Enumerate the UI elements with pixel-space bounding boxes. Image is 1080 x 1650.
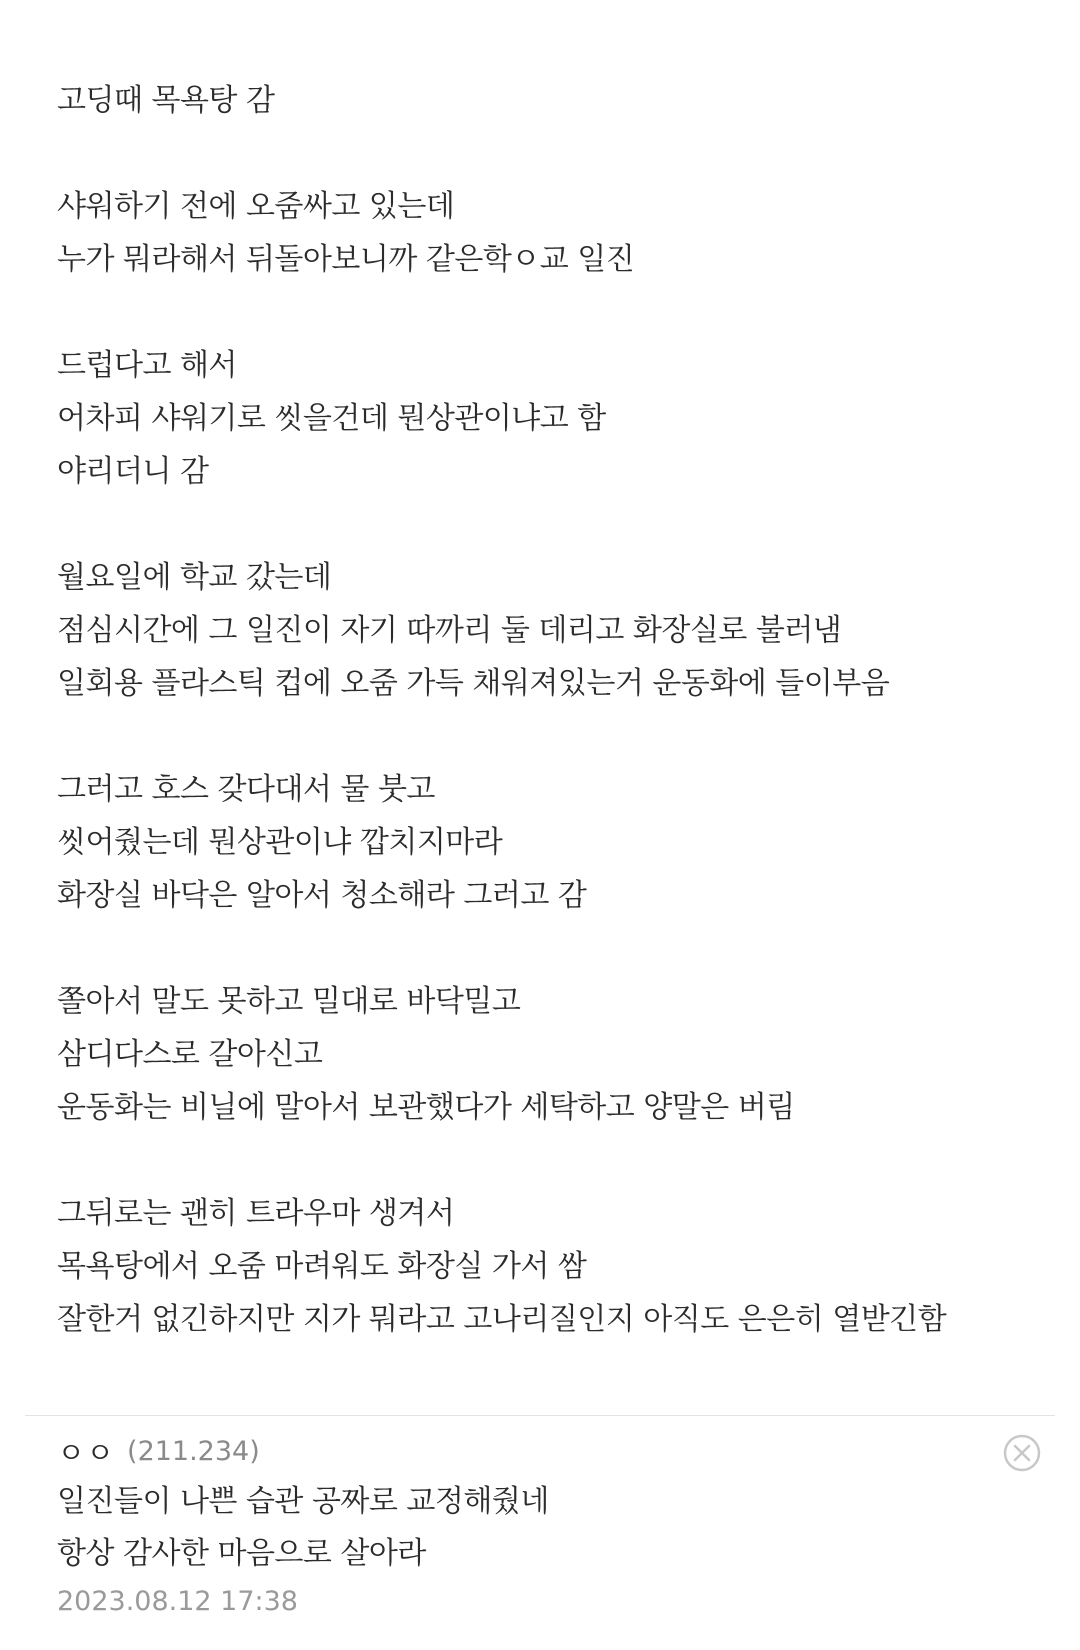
- post-line: 목욕탕에서 오줌 마려워도 화장실 가서 쌈: [57, 1249, 587, 1284]
- post-line: 잘한거 없긴하지만 지가 뭐라고 고나리질인지 아직도 은은히 열받긴함: [57, 1302, 947, 1337]
- comment-header: [57, 1426, 1047, 1476]
- post-blank-line: [57, 1134, 1057, 1187]
- post-line: 어차피 샤워기로 씻을건데 뭔상관이냐고 함: [57, 401, 606, 436]
- comment-text-line: 일진들이 나쁜 습관 공짜로 교정해줬네: [57, 1484, 549, 1519]
- comment-text-line: 항상 감사한 마음으로 살아라: [57, 1536, 426, 1571]
- post-line: 고딩때 목욕탕 감: [57, 83, 275, 118]
- post-line: 삼디다스로 갈아신고: [57, 1037, 323, 1072]
- post-blank-line: [57, 127, 1057, 180]
- comment-item: [57, 1426, 1047, 1624]
- post-line: 씻어줬는데 뭔상관이냐 깝치지마라: [57, 825, 503, 860]
- post-blank-line: [57, 922, 1057, 975]
- comment-divider: [25, 1415, 1055, 1416]
- post-line: 누가 뭐라해서 뒤돌아보니까 같은학ㅇ교 일진: [57, 242, 635, 277]
- comment-nickname[interactable]: ㅇㅇ: [57, 1435, 116, 1470]
- post-line: 그러고 호스 갖다대서 물 붓고: [57, 772, 435, 807]
- post-line: 샤워하기 전에 오줌싸고 있는데: [57, 189, 455, 224]
- comment-date: 2023.08.12 17:38: [57, 1586, 298, 1617]
- post-line: 점심시간에 그 일진이 자기 따까리 둘 데리고 화장실로 불러냄: [57, 613, 842, 648]
- post-line: 월요일에 학교 갔는데: [57, 560, 332, 595]
- post-line: 드럽다고 해서: [57, 348, 237, 383]
- post-line: 야리더니 감: [57, 454, 209, 489]
- post-line: 그뒤로는 괜히 트라우마 생겨서: [57, 1196, 455, 1231]
- post-blank-line: [57, 286, 1057, 339]
- post-body: [57, 74, 1057, 1346]
- post-blank-line: [57, 498, 1057, 551]
- close-circle-icon: [1003, 1434, 1041, 1472]
- post-line: 쫄아서 말도 못하고 밀대로 바닥밀고: [57, 984, 521, 1019]
- post-line: 운동화는 비닐에 말아서 보관했다가 세탁하고 양말은 버림: [57, 1090, 795, 1125]
- post-line: 일회용 플라스틱 컵에 오줌 가득 채워져있는거 운동화에 들이부음: [57, 666, 890, 701]
- delete-comment-button[interactable]: [1003, 1434, 1041, 1472]
- comment-ip: (211.234): [127, 1435, 260, 1467]
- post-line: 화장실 바닥은 알아서 청소해라 그러고 감: [57, 878, 587, 913]
- post-blank-line: [57, 710, 1057, 763]
